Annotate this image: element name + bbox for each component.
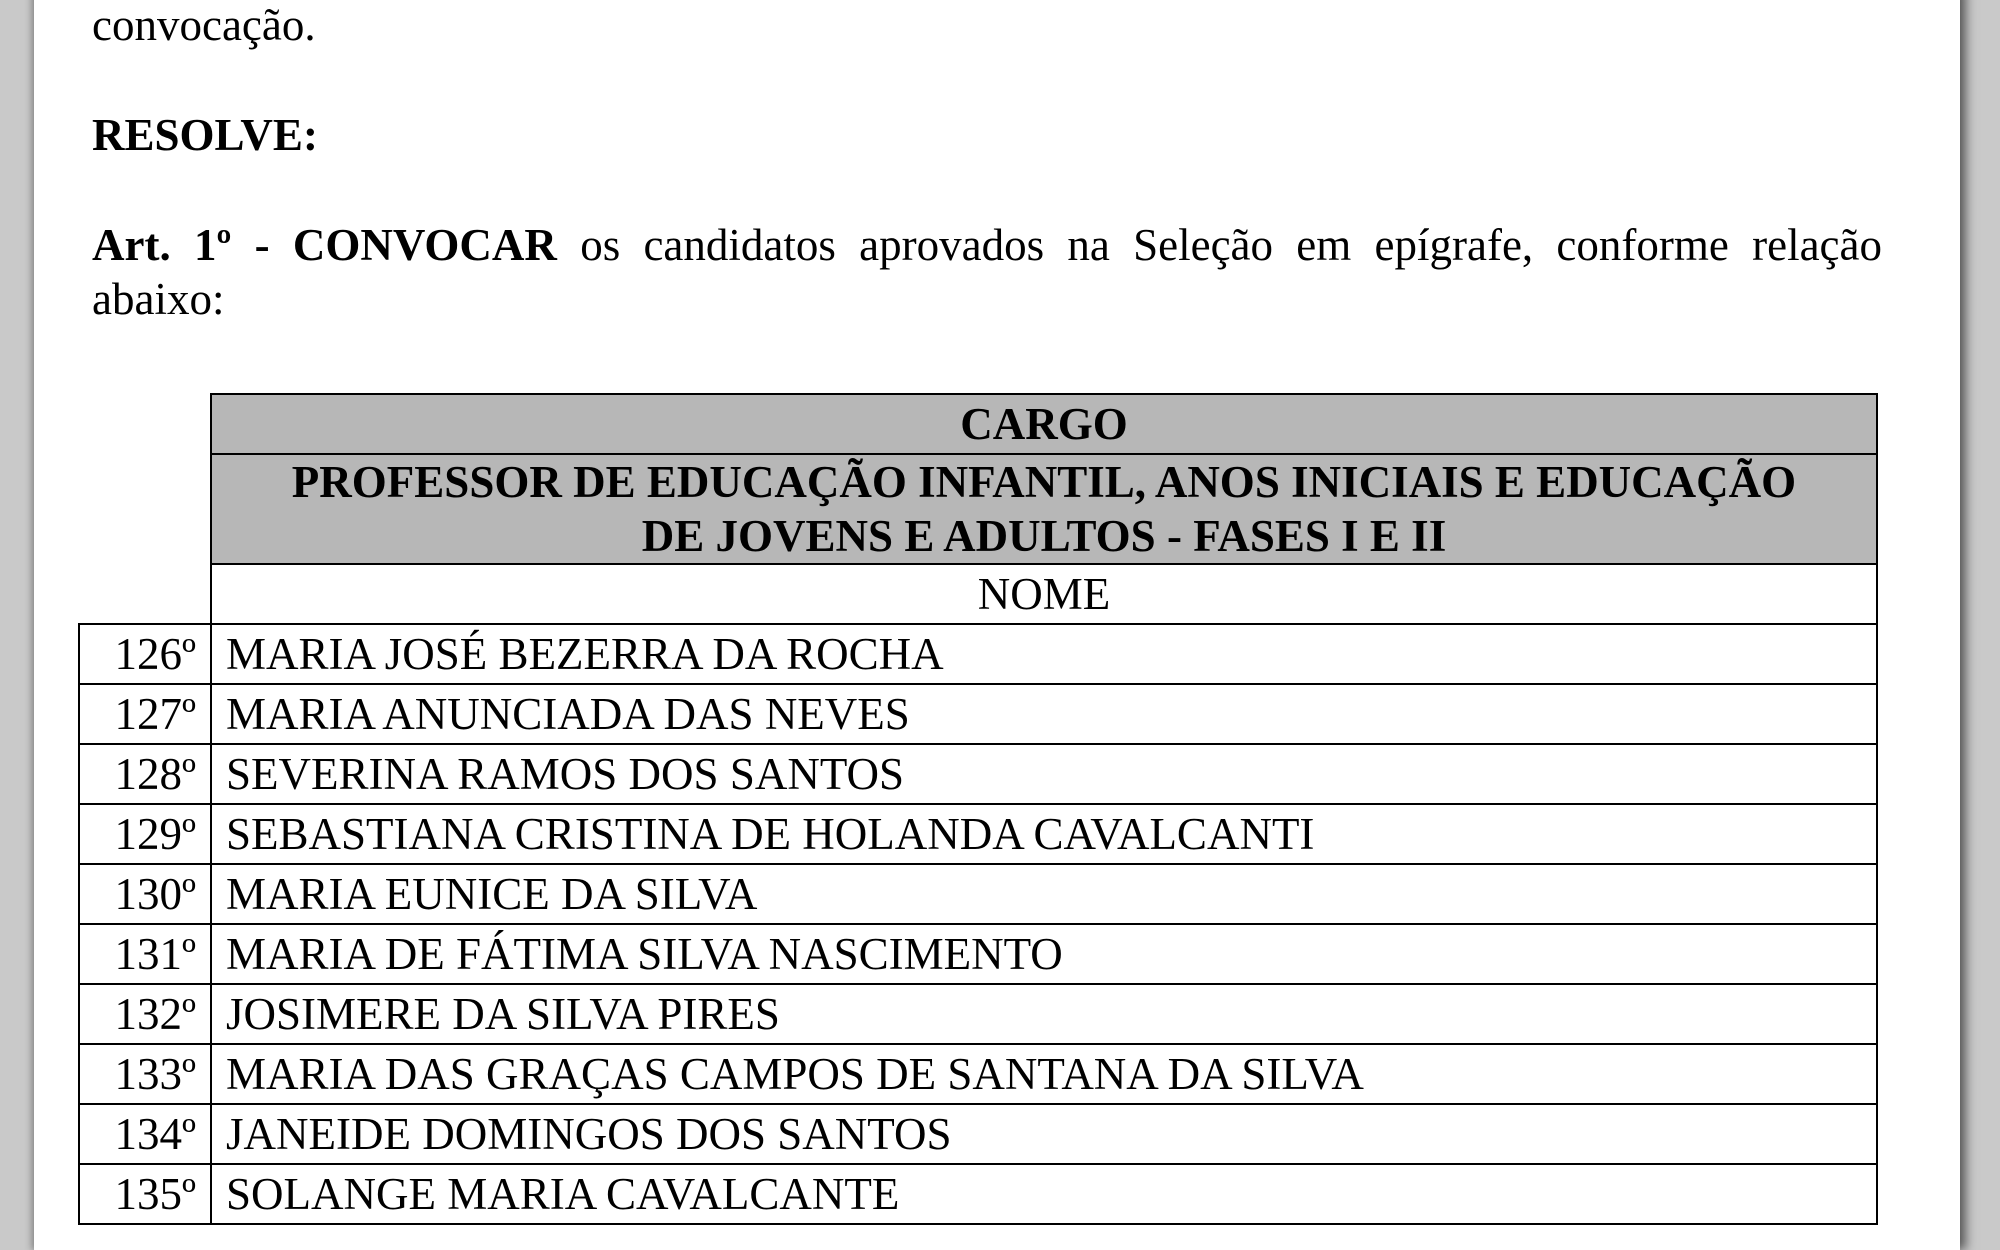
table-row (79, 984, 1877, 1044)
table-row (79, 1164, 1877, 1224)
table-row (79, 624, 1877, 684)
article-1-text: os candidatos aprovados na Seleção em epígrafe, conforme relação (580, 220, 1882, 270)
row-position: 135º (79, 1164, 211, 1224)
row-position: 130º (79, 864, 211, 924)
table-row (79, 1044, 1877, 1104)
article-1-line-1 (92, 218, 1882, 272)
nome-header: NOME (211, 564, 1877, 624)
blank-cell (79, 454, 211, 564)
row-position: 127º (79, 684, 211, 744)
blank-cell (79, 394, 211, 454)
cargo-title-row (79, 454, 1877, 564)
row-name: JANEIDE DOMINGOS DOS SANTOS (211, 1104, 1877, 1164)
cargo-title (211, 454, 1877, 564)
row-position: 134º (79, 1104, 211, 1164)
blank-cell (79, 564, 211, 624)
row-name: MARIA JOSÉ BEZERRA DA ROCHA (211, 624, 1877, 684)
row-name: MARIA EUNICE DA SILVA (211, 864, 1877, 924)
resolve-heading: RESOLVE: (92, 110, 318, 160)
row-position: 131º (79, 924, 211, 984)
cargo-title-line-1: PROFESSOR DE EDUCAÇÃO INFANTIL, ANOS INICIAIS E EDUCAÇÃO (291, 457, 1797, 507)
article-1-label: Art. 1º - CONVOCAR (92, 220, 557, 270)
document-page (34, 0, 1960, 1250)
table-row (79, 924, 1877, 984)
table-row (79, 744, 1877, 804)
cargo-header: CARGO (211, 394, 1877, 454)
table-row (79, 1104, 1877, 1164)
table-row (79, 864, 1877, 924)
row-name: SEVERINA RAMOS DOS SANTOS (211, 744, 1877, 804)
article-1-line-2: abaixo: (92, 274, 225, 324)
row-position: 129º (79, 804, 211, 864)
row-position: 133º (79, 1044, 211, 1104)
row-name: SEBASTIANA CRISTINA DE HOLANDA CAVALCANTI (211, 804, 1877, 864)
table-row (79, 804, 1877, 864)
nome-header-row (79, 564, 1877, 624)
row-name: SOLANGE MARIA CAVALCANTE (211, 1164, 1877, 1224)
row-position: 126º (79, 624, 211, 684)
row-name: MARIA DE FÁTIMA SILVA NASCIMENTO (211, 924, 1877, 984)
row-name: JOSIMERE DA SILVA PIRES (211, 984, 1877, 1044)
row-name: MARIA DAS GRAÇAS CAMPOS DE SANTANA DA SILVA (211, 1044, 1877, 1104)
convocation-table (78, 393, 1878, 1225)
row-position: 128º (79, 744, 211, 804)
intro-convocacao-text: convocação. (92, 0, 316, 50)
table-row (79, 684, 1877, 744)
row-name: MARIA ANUNCIADA DAS NEVES (211, 684, 1877, 744)
cargo-title-line-2: DE JOVENS E ADULTOS - FASES I E II (641, 511, 1447, 561)
cargo-header-row (79, 394, 1877, 454)
row-position: 132º (79, 984, 211, 1044)
